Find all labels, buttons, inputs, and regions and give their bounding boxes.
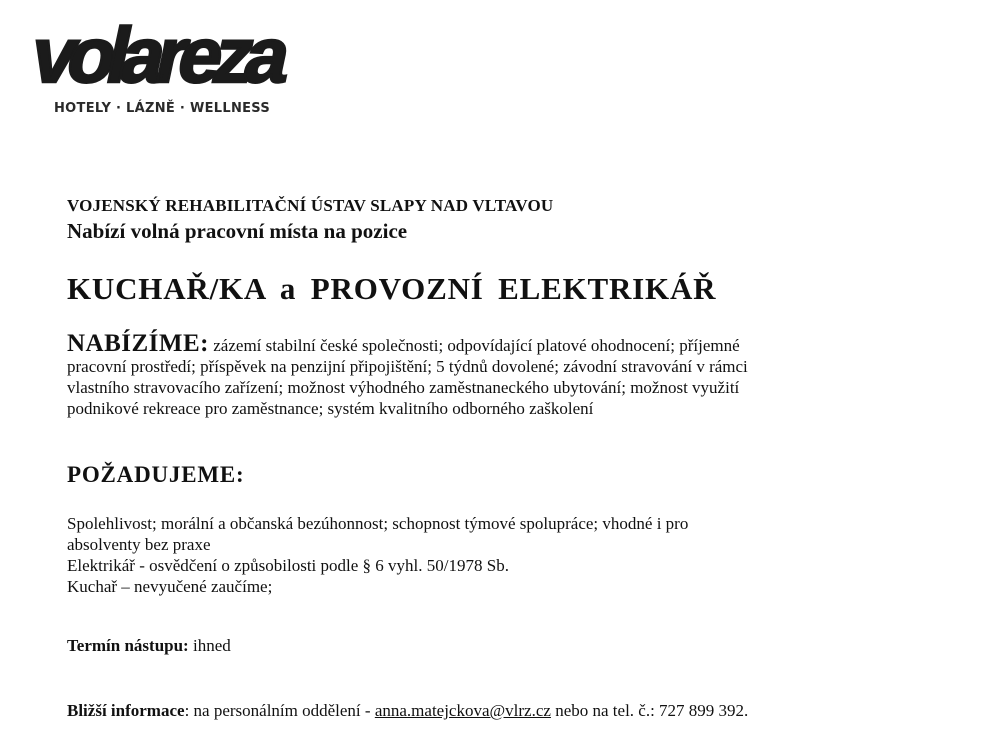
start-value: ihned <box>188 636 231 655</box>
volareza-logo <box>24 10 324 122</box>
organization-name: VOJENSKÝ REHABILITAČNÍ ÚSTAV SLAPY NAD VLTAVOU <box>67 196 554 215</box>
offering-line: zázemí stabilní české společnosti; odpovídající platové ohodnocení; příjemné <box>209 336 740 355</box>
start-date <box>67 636 231 656</box>
offering-line: vlastního stravovacího zařízení; možnost výhodného zaměstnaneckého ubytování; možnost využití <box>67 378 740 397</box>
info-text-after: nebo na tel. č.: 727 899 392. <box>550 701 749 720</box>
contact-info <box>67 701 748 721</box>
offering-first-line <box>67 330 947 357</box>
logo-tagline: HOTELY · LÁZNĚ · WELLNESS <box>54 101 271 116</box>
requirements-heading: POŽADUJEME: <box>67 462 245 487</box>
email-link[interactable]: anna.matejckova@vlrz.cz <box>374 701 551 720</box>
requirements-line: Kuchař – nevyučené zaučíme; <box>67 577 273 596</box>
info-label: Bližší informace <box>67 701 185 720</box>
info-text-before: : na personálním oddělení - <box>184 701 375 720</box>
requirements-line: absolventy bez praxe <box>67 535 211 554</box>
offering-line: pracovní prostředí; příspěvek na penzijní připojištění; 5 týdnů dovolené; závodní stravování v rámci <box>67 357 748 376</box>
requirements-line: Elektrikář - osvědčení o způsobilosti podle § 6 vyhl. 50/1978 Sb. <box>67 556 509 575</box>
positions-title: KUCHAŘ/KA a PROVOZNÍ ELEKTRIKÁŘ <box>67 271 717 306</box>
offer-line: Nabízí volná pracovní místa na pozice <box>67 219 408 243</box>
logo-wordmark: volareza <box>24 11 292 99</box>
start-label: Termín nástupu: <box>67 636 189 655</box>
offering-section <box>67 330 947 419</box>
offering-label: NABÍZÍME: <box>67 330 210 357</box>
requirements-section <box>67 513 947 597</box>
requirements-line: Spolehlivost; morální a občanská bezúhonnost; schopnost týmové spolupráce; vhodné i pro <box>67 514 689 533</box>
offering-line: podnikové rekreace pro zaměstnance; systém kvalitního odborného zaškolení <box>67 399 594 418</box>
